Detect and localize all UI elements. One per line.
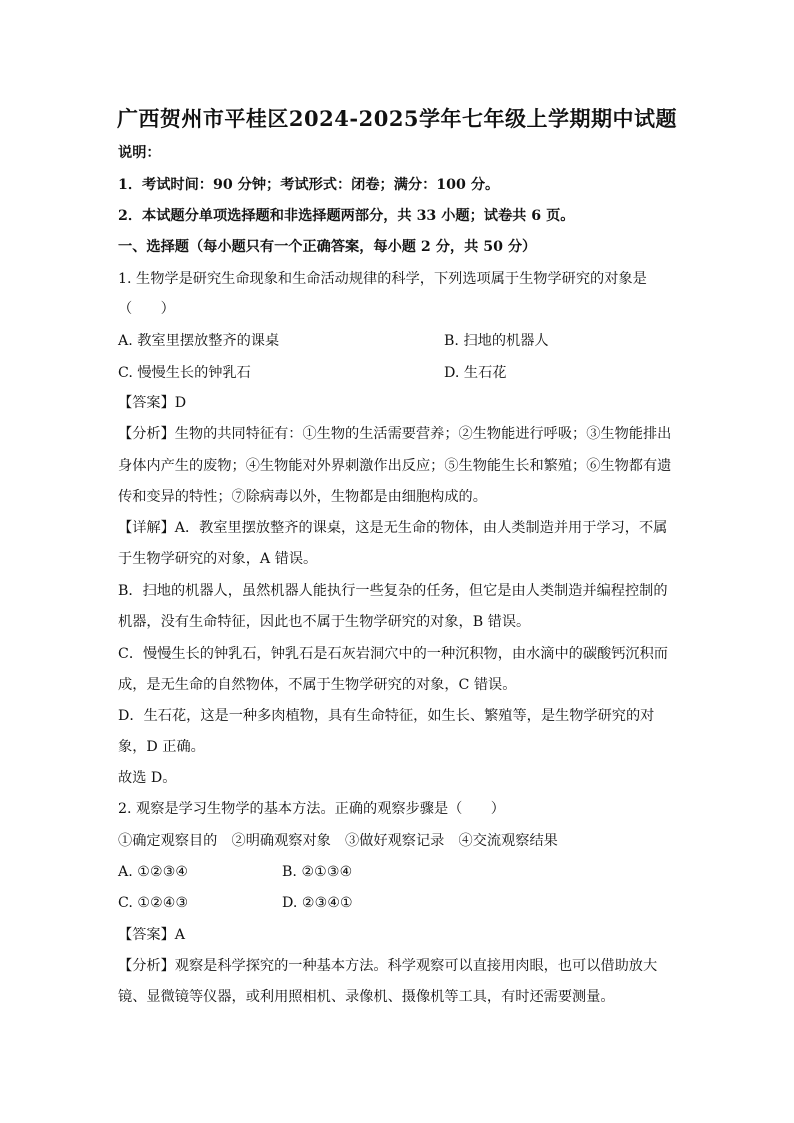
analysis-line: 镜、显微镜等仪器，或利用照相机、录像机、摄像机等工具，有时还需要测量。	[118, 989, 615, 1005]
detail-line: 于生物学研究的对象，A 错误。	[118, 551, 318, 567]
option-c: C. ①②④③	[118, 895, 189, 911]
analysis-line: 【分析】生物的共同特征有：①生物的生活需要营养；②生物能进行呼吸；③生物能排出	[118, 426, 672, 442]
intro-item: 2．本试题分单项选择题和非选择题两部分，共 33 小题；试卷共 6 页。	[118, 208, 575, 224]
option-a: A. 教室里摆放整齐的课桌	[118, 333, 280, 349]
option-c: C. 慢慢生长的钟乳石	[118, 365, 251, 381]
option-a: A. ①②③④	[118, 864, 189, 880]
analysis-line: 【分析】观察是科学探究的一种基本方法。科学观察可以直接用肉眼，也可以借助放大	[118, 958, 658, 974]
analysis-line: 身体内产生的废物；④生物能对外界刺激作出反应；⑤生物能生长和繁殖；⑥生物都有遗	[118, 458, 672, 474]
answer-line: 【答案】D	[118, 395, 187, 411]
answer-line: 【答案】A	[118, 927, 185, 943]
detail-line: D．生石花，这是一种多肉植物，具有生命特征，如生长、繁殖等，是生物学研究的对	[118, 708, 655, 724]
detail-line: 象，D 正确。	[118, 739, 205, 755]
intro-item: 1．考试时间：90 分钟；考试形式：闭卷；满分：100 分。	[118, 177, 500, 193]
question-stem: （ ）	[118, 301, 175, 317]
analysis-line: 传和变异的特性；⑦除病毒以外，生物都是由细胞构成的。	[118, 489, 487, 505]
intro-label: 说明：	[118, 145, 161, 161]
question-stem: 2. 观察是学习生物学的基本方法。正确的观察步骤是（ ）	[118, 801, 505, 817]
detail-line: 成，是无生命的自然物体，不属于生物学研究的对象，C 错误。	[118, 677, 517, 693]
page-title: 广西贺州市平桂区2024-2025学年七年级上学期期中试题	[116, 106, 678, 131]
detail-line: 机器，没有生命特征，因此也不属于生物学研究的对象，B 错误。	[118, 614, 531, 630]
option-d: D. ②③④①	[282, 895, 353, 911]
detail-line: B．扫地的机器人，虽然机器人能执行一些复杂的任务，但它是由人类制造并编程控制的	[118, 583, 668, 599]
option-b: B. 扫地的机器人	[444, 333, 549, 349]
option-d: D. 生石花	[444, 365, 507, 381]
question-steps: ①确定观察目的 ②明确观察对象 ③做好观察记录 ④交流观察结果	[118, 833, 558, 849]
question-stem: 1. 生物学是研究生命现象和生命活动规律的科学，下列选项属于生物学研究的对象是	[118, 271, 647, 287]
detail-line: 故选 D。	[118, 770, 177, 786]
option-b: B. ②①③④	[282, 864, 353, 880]
detail-line: 【详解】A．教室里摆放整齐的课桌，这是无生命的物体，由人类制造并用于学习，不属	[118, 520, 668, 536]
detail-line: C．慢慢生长的钟乳石，钟乳石是石灰岩洞穴中的一种沉积物，由水滴中的碳酸钙沉积而	[118, 646, 668, 662]
section-heading: 一、选择题（每小题只有一个正确答案，每小题 2 分，共 50 分）	[118, 239, 537, 255]
